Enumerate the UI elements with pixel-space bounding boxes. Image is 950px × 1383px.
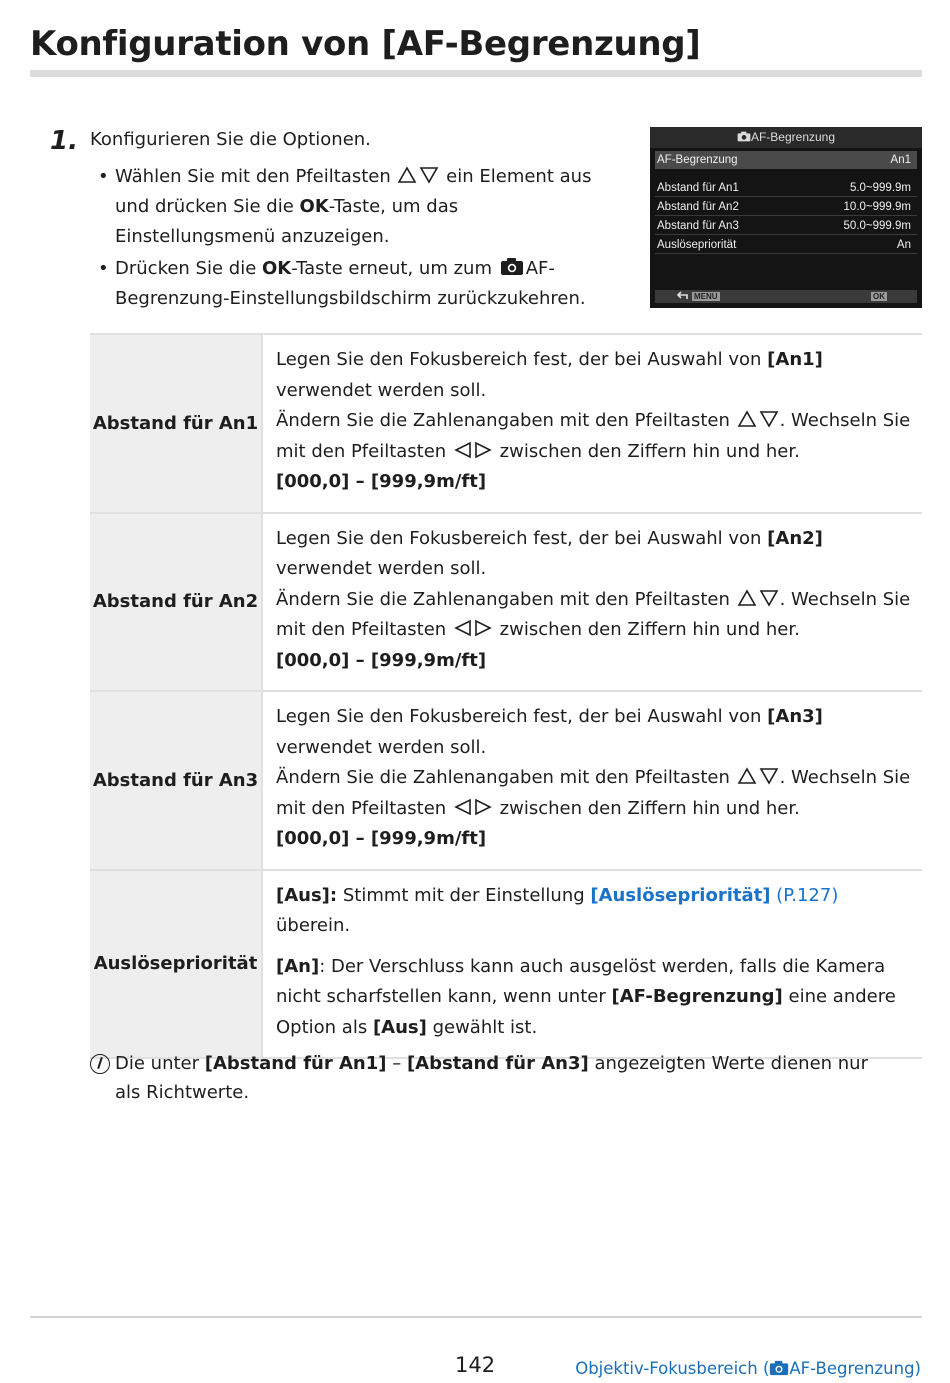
arrow-up-down-icon — [737, 410, 779, 428]
note-pencil-icon — [90, 1054, 110, 1074]
row-description: Legen Sie den Fokusbereich fest, der bei Auswahl von [An1] verwendet werden soll. Ändern Sie die Zahlenangaben mit den Pfeiltasten . Wechseln Sie mit den Pfeiltasten zwischen den Ziffern hin und her. [000,0] – [999,9m/ft] — [262, 334, 922, 513]
lcd-footer — [655, 290, 917, 303]
arrow-up-down-icon — [397, 166, 439, 184]
page-ref-link[interactable]: (P.127) — [770, 884, 839, 906]
bullet-return: • Drücken Sie die OK-Taste erneut, um zum AF-Begrenzung-Einstellungsbildschirm zurückzukehren. — [98, 254, 618, 314]
lcd-header: AF-Begrenzung — [650, 127, 922, 148]
lcd-row-release-priority: Auslösepriorität An — [655, 236, 917, 254]
release-priority-link[interactable]: [Auslösepriorität] — [590, 884, 771, 906]
page-title: Konfiguration von [AF-Begrenzung] — [30, 24, 701, 64]
row-key: Abstand für An3 — [90, 691, 262, 870]
ok-button-label: OK — [873, 292, 885, 301]
arrow-left-right-icon — [453, 619, 493, 637]
arrow-up-down-icon — [737, 767, 779, 785]
row-key: Abstand für An1 — [90, 334, 262, 513]
arrow-left-right-icon — [453, 798, 493, 816]
prio-an-text: [An]: Der Verschluss kann auch ausgelöst werden, falls die Kamera nicht scharfstellen kann, wenn unter [AF-Begrenzung] eine andere Option als [Aus] gewählt ist. — [276, 955, 896, 1038]
table-row — [90, 513, 922, 692]
back-arrow-icon — [675, 291, 689, 301]
lcd-row-an2: Abstand für An2 10.0~999.9m — [655, 198, 917, 216]
table-row — [90, 334, 922, 513]
bullet-select: • Wählen Sie mit den Pfeiltasten ein Element aus und drücken Sie die OK-Taste, um das Einstellungsmenü anzuzeigen. — [98, 162, 618, 252]
settings-table — [90, 333, 922, 1059]
row-description: Legen Sie den Fokusbereich fest, der bei Auswahl von [An2] verwendet werden soll. Ändern Sie die Zahlenangaben mit den Pfeiltasten . Wechseln Sie mit den Pfeiltasten zwischen den Ziffern hin und her. [000,0] – [999,9m/ft] — [262, 513, 922, 692]
bullet-dot: • — [98, 166, 109, 187]
table-row — [90, 870, 922, 1059]
row-description — [262, 870, 922, 1059]
camera-icon — [737, 131, 751, 142]
step-number: 1. — [50, 126, 78, 156]
camera-screen-af-limiter — [650, 127, 922, 308]
menu-button-label: MENU — [694, 292, 718, 301]
lcd-row-an3: Abstand für An3 50.0~999.9m — [655, 217, 917, 235]
reference-note: Die unter [Abstand für An1] – [Abstand für An3] angezeigten Werte dienen nur als Richtwerte. — [90, 1049, 890, 1107]
arrow-left-right-icon — [453, 441, 493, 459]
lcd-row-an1: Abstand für An1 5.0~999.9m — [655, 179, 917, 197]
table-row — [90, 691, 922, 870]
section-link[interactable]: Objektiv-Fokusbereich ( AF-Begrenzung) — [575, 1359, 921, 1378]
title-divider — [30, 70, 922, 77]
page-number: 142 — [455, 1353, 496, 1377]
arrow-up-down-icon — [737, 589, 779, 607]
camera-icon — [500, 257, 524, 276]
row-key: Abstand für An2 — [90, 513, 262, 692]
bullet-dot: • — [98, 258, 109, 279]
lcd-row-af-limiter: AF-Begrenzung An1 — [655, 151, 917, 169]
row-key: Auslösepriorität — [90, 870, 262, 1059]
step-bullets — [98, 162, 618, 316]
camera-icon — [769, 1360, 789, 1376]
step-text: Konfigurieren Sie die Optionen. — [90, 129, 371, 150]
prio-aus-text: [Aus]: Stimmt mit der Einstellung [Auslösepriorität] (P.127) überein. — [276, 884, 839, 936]
row-description: Legen Sie den Fokusbereich fest, der bei Auswahl von [An3] verwendet werden soll. Ändern Sie die Zahlenangaben mit den Pfeiltasten . Wechseln Sie mit den Pfeiltasten zwischen den Ziffern hin und her. [000,0] – [999,9m/ft] — [262, 691, 922, 870]
footer-divider — [30, 1316, 922, 1318]
